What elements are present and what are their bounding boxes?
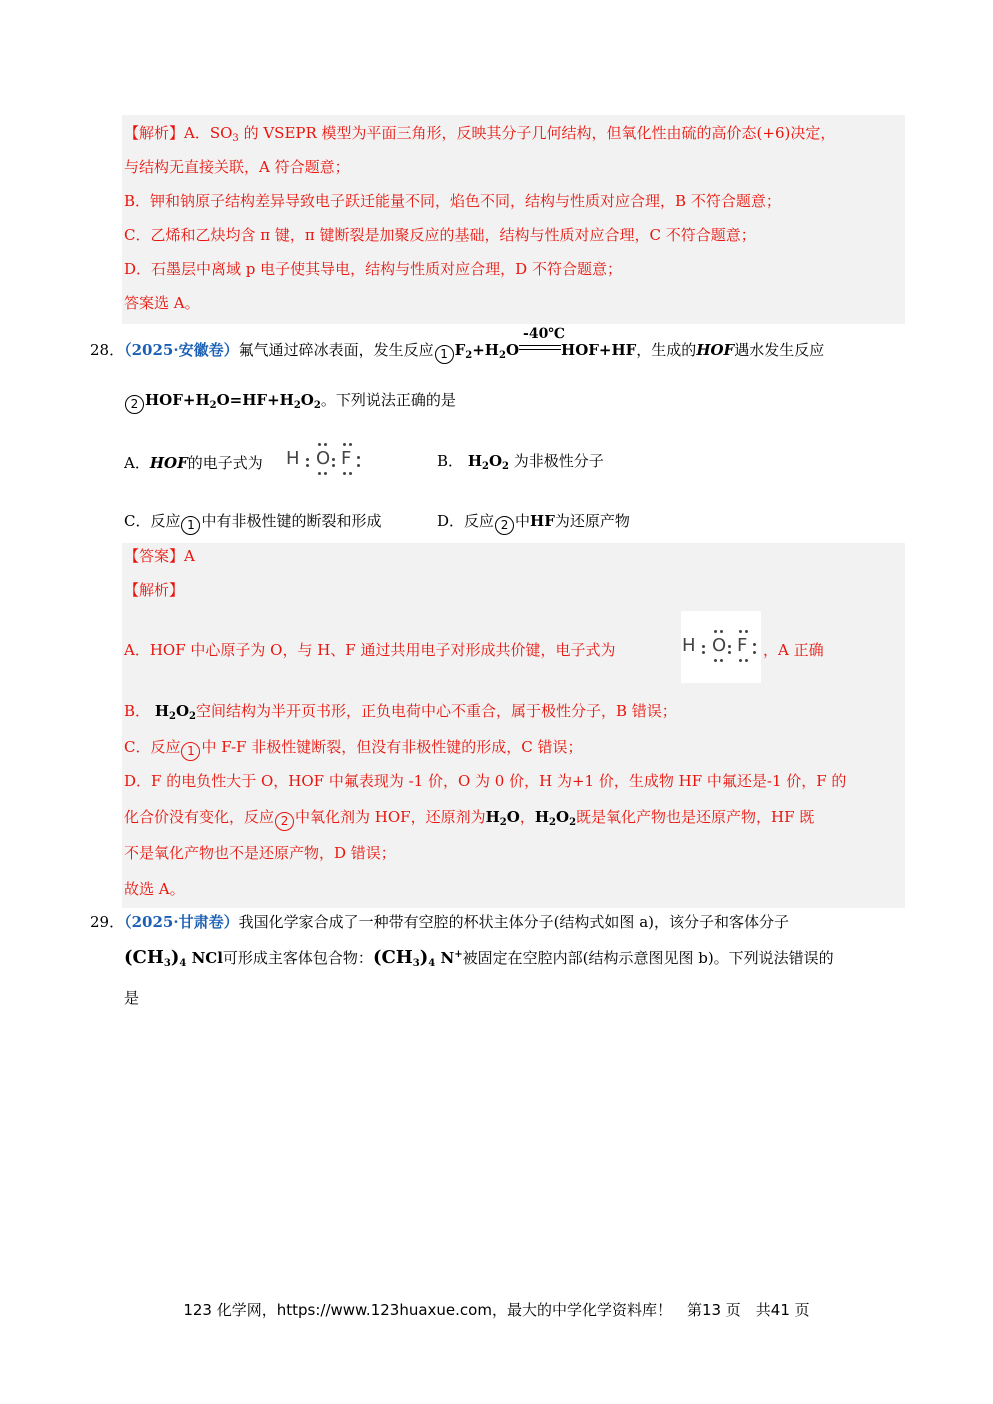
option-label: A．: [124, 454, 150, 472]
formula-hf: HF: [530, 512, 555, 530]
q29-stem-line3: 是: [124, 989, 140, 1007]
answer-line: [124, 545, 195, 566]
formula-tetramethylammonium-chloride: $(CH_3)_4$ NCl: [124, 947, 223, 969]
q27-analysis-line6: 答案选 A。: [124, 294, 200, 312]
analysis-final: 故选 A。: [124, 880, 185, 898]
circle-number: 1: [435, 345, 454, 364]
formula-h2o2: $H_2O_2$: [467, 452, 510, 472]
q29-stem-line2: [124, 947, 834, 968]
subscript: 3: [232, 133, 239, 144]
option-d: [437, 510, 630, 535]
question-text: ，生成的: [636, 341, 697, 359]
analysis-label: 【解析】: [124, 124, 185, 142]
analysis-text: 的 VSEPR 模型为平面三角形，反映其分子几何结构，但氧化性由硫的高价态(+6)决定，: [238, 124, 836, 142]
formula-hof: HOF: [149, 454, 188, 472]
option-label: D．反应: [437, 512, 495, 530]
q28-stem-line2: [124, 389, 456, 414]
analysis-a: A．HOF 中心原子为 O，与 H、F 通过共用电子对形成共价键，电子式为: [124, 641, 616, 659]
option-a: [124, 452, 263, 473]
q27-analysis-line1: [124, 122, 835, 143]
answer-value: A: [184, 547, 195, 565]
analysis-label: 【解析】: [124, 581, 185, 599]
answer-label: 【答案】: [124, 547, 185, 565]
analysis-c: C．反应 1 中 F-F 非极性键断裂，但没有非极性键的形成，C 错误；: [124, 736, 582, 761]
analysis-d-line2: 化合价没有变化，反应 2 中氧化剂为 HOF，还原剂为$H_2O$，$H_2O_2$既是氧化产物也是还原产物，HF 既: [124, 806, 814, 831]
option-c: [124, 510, 382, 535]
lewis-structure-hof: H O F: [286, 442, 362, 476]
question-text: 。下列说法正确的是: [320, 391, 456, 409]
circle-number: 1: [181, 516, 200, 535]
option-label: C．反应: [124, 512, 181, 530]
option-text: 为非极性分子: [513, 452, 604, 470]
analysis-d-line1: D．F 的电负性大于 O，HOF 中氟表现为 -1 价，O 为 0 价，H 为+1 价，生成物 HF 中氟还是-1 价，F 的: [124, 772, 847, 790]
question-source: （2025·甘肃卷）: [124, 913, 239, 931]
analysis-text: A．SO: [184, 124, 233, 142]
reaction-arrow: [519, 326, 566, 356]
analysis-a-tail: ，A 正确: [763, 641, 824, 659]
formula-tetramethylammonium-ion: $(CH_3)_4$ N+: [372, 947, 463, 969]
question-text: 遇水发生反应: [734, 341, 825, 359]
option-text: 的电子式为: [187, 454, 263, 472]
equation-1: $F_2+H_2O$ -40℃ HOF+HF: [454, 326, 637, 361]
page-footer: 123 化学网，https://www.123huaxue.com，最大的中学化学资料库！ 第13 页 共41 页: [183, 1301, 810, 1319]
option-text: 为还原产物: [554, 512, 630, 530]
question-text: 氟气通过碎冰表面，发生反应: [238, 341, 434, 359]
question-number: 28．: [90, 341, 125, 359]
question-text: 可形成主客体包合物：: [222, 949, 373, 967]
lewis-structure-hof-answer: H O F: [682, 629, 758, 663]
circle-number: 2: [125, 395, 144, 414]
circle-number: 2: [495, 516, 514, 535]
option-label: B．: [437, 452, 464, 470]
question-number: 29．: [90, 913, 125, 931]
question-source: （2025·安徽卷）: [124, 341, 239, 359]
q29-stem-line1: [90, 911, 789, 932]
analysis-d-line3: 不是氧化产物也不是还原产物，D 错误；: [124, 844, 396, 862]
q27-analysis-line5: D．石墨层中离域 p 电子使其导电，结构与性质对应合理，D 不符合题意；: [124, 260, 622, 278]
question-text: 被固定在空腔内部(结构示意图见图 b)。下列说法错误的: [462, 949, 834, 967]
q28-stem-line1: [90, 326, 825, 364]
option-text: 中有非极性键的断裂和形成: [201, 512, 382, 530]
q27-analysis-line2: 与结构无直接关联，A 符合题意；: [124, 158, 350, 176]
analysis-block-q27: [122, 115, 905, 324]
question-text: 我国化学家合成了一种带有空腔的杯状主体分子(结构式如图 a)，该分子和客体分子: [238, 913, 789, 931]
option-text: 中: [515, 512, 531, 530]
reaction-condition: -40℃: [523, 326, 566, 342]
analysis-b: B． $H_2O_2$空间结构为半开页书形，正负电荷中心不重合，属于极性分子，B 错误；: [124, 702, 677, 722]
q27-analysis-line4: C．乙烯和乙炔均含 π 键，π 键断裂是加聚反应的基础，结构与性质对应合理，C 不符合题意；: [124, 226, 756, 244]
option-b: [437, 450, 604, 471]
equation-2: $HOF+H_2O=HF+H_2O_2$: [145, 391, 321, 411]
q27-analysis-line3: B．钾和钠原子结构差异导致电子跃迁能量不同，焰色不同，结构与性质对应合理，B 不符合题意；: [124, 192, 781, 210]
formula-hof: HOF: [696, 341, 735, 359]
